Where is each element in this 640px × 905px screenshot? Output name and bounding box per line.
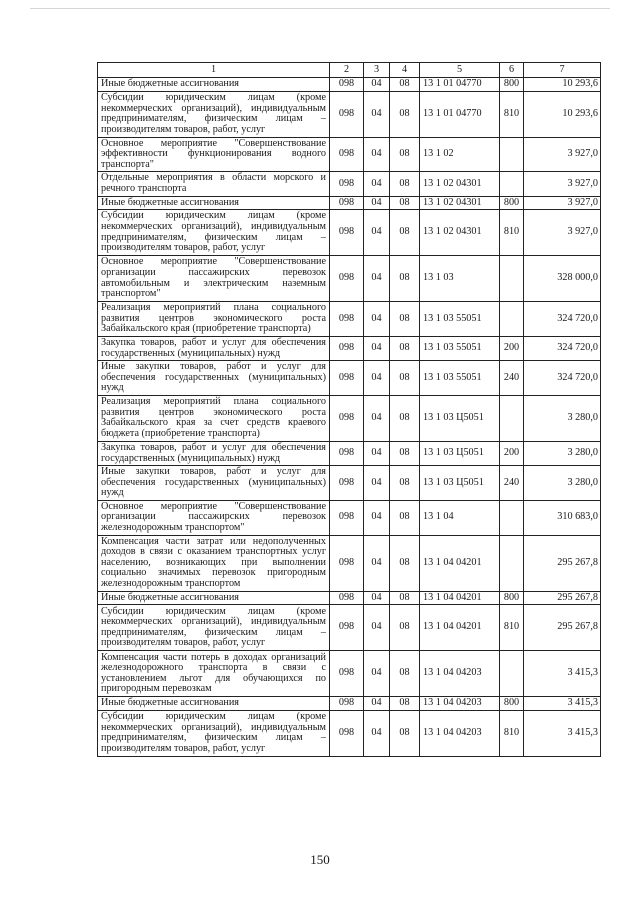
target-article-cell: 13 1 04 04203 xyxy=(420,697,500,711)
amount-cell: 3 927,0 xyxy=(524,196,601,210)
ministry-code-cell: 098 xyxy=(330,256,364,302)
expense-type-cell: 810 xyxy=(500,605,524,651)
subsection-code-cell: 08 xyxy=(390,441,420,465)
table-row xyxy=(98,172,601,196)
target-article-cell: 13 1 02 04301 xyxy=(420,210,500,256)
target-article-cell: 13 1 03 xyxy=(420,256,500,302)
subsection-code-cell: 08 xyxy=(390,591,420,605)
subsection-code-cell: 08 xyxy=(390,697,420,711)
ministry-code-cell: 098 xyxy=(330,466,364,501)
item-name-cell: Субсидии юридическим лицам (кроме некоммерческих организаций), индивидуальным предпринимателям, физическим лицам – производителям товаров, работ, услуг xyxy=(98,91,330,137)
table-row xyxy=(98,137,601,172)
subsection-code-cell: 08 xyxy=(390,605,420,651)
table-row xyxy=(98,196,601,210)
expense-type-cell xyxy=(500,395,524,441)
expense-type-cell: 240 xyxy=(500,361,524,396)
target-article-cell: 13 1 01 04770 xyxy=(420,91,500,137)
header-cell-5: 5 xyxy=(420,63,500,78)
subsection-code-cell: 08 xyxy=(390,78,420,92)
amount-cell: 3 280,0 xyxy=(524,395,601,441)
item-name-cell: Субсидии юридическим лицам (кроме некоммерческих организаций), индивидуальным предпринимателям, физическим лицам – производителям товаров, работ, услуг xyxy=(98,605,330,651)
table-row xyxy=(98,591,601,605)
ministry-code-cell: 098 xyxy=(330,441,364,465)
section-code-cell: 04 xyxy=(364,591,390,605)
ministry-code-cell: 098 xyxy=(330,172,364,196)
expense-type-cell xyxy=(500,651,524,697)
table-row xyxy=(98,466,601,501)
ministry-code-cell: 098 xyxy=(330,535,364,591)
amount-cell: 3 927,0 xyxy=(524,172,601,196)
table-row xyxy=(98,651,601,697)
ministry-code-cell: 098 xyxy=(330,361,364,396)
amount-cell: 310 683,0 xyxy=(524,500,601,535)
table-row xyxy=(98,710,601,756)
section-code-cell: 04 xyxy=(364,605,390,651)
subsection-code-cell: 08 xyxy=(390,395,420,441)
table-row xyxy=(98,91,601,137)
expense-type-cell: 810 xyxy=(500,91,524,137)
item-name-cell: Иные бюджетные ассигнования xyxy=(98,697,330,711)
subsection-code-cell: 08 xyxy=(390,91,420,137)
expense-type-cell xyxy=(500,137,524,172)
table-header-row xyxy=(98,63,601,78)
ministry-code-cell: 098 xyxy=(330,91,364,137)
item-name-cell: Субсидии юридическим лицам (кроме некоммерческих организаций), индивидуальным предпринимателям, физическим лицам – производителям товаров, работ, услуг xyxy=(98,710,330,756)
expense-type-cell: 240 xyxy=(500,466,524,501)
expense-type-cell: 800 xyxy=(500,196,524,210)
expense-type-cell xyxy=(500,302,524,337)
amount-cell: 3 415,3 xyxy=(524,697,601,711)
section-code-cell: 04 xyxy=(364,172,390,196)
budget-allocation-table xyxy=(97,62,601,757)
table-row xyxy=(98,697,601,711)
section-code-cell: 04 xyxy=(364,78,390,92)
ministry-code-cell: 098 xyxy=(330,336,364,360)
ministry-code-cell: 098 xyxy=(330,591,364,605)
section-code-cell: 04 xyxy=(364,500,390,535)
table-row xyxy=(98,336,601,360)
section-code-cell: 04 xyxy=(364,302,390,337)
expense-type-cell: 800 xyxy=(500,78,524,92)
section-code-cell: 04 xyxy=(364,210,390,256)
ministry-code-cell: 098 xyxy=(330,196,364,210)
amount-cell: 295 267,8 xyxy=(524,605,601,651)
target-article-cell: 13 1 02 04301 xyxy=(420,172,500,196)
expense-type-cell: 200 xyxy=(500,336,524,360)
subsection-code-cell: 08 xyxy=(390,500,420,535)
header-cell-3: 3 xyxy=(364,63,390,78)
table-row xyxy=(98,500,601,535)
table-row xyxy=(98,210,601,256)
target-article-cell: 13 1 01 04770 xyxy=(420,78,500,92)
table-row xyxy=(98,395,601,441)
ministry-code-cell: 098 xyxy=(330,137,364,172)
ministry-code-cell: 098 xyxy=(330,302,364,337)
item-name-cell: Иные закупки товаров, работ и услуг для обеспечения государственных (муниципальных) нужд xyxy=(98,466,330,501)
amount-cell: 3 280,0 xyxy=(524,441,601,465)
table-row xyxy=(98,78,601,92)
header-cell-4: 4 xyxy=(390,63,420,78)
expense-type-cell xyxy=(500,535,524,591)
subsection-code-cell: 08 xyxy=(390,256,420,302)
table-row xyxy=(98,361,601,396)
item-name-cell: Иные бюджетные ассигнования xyxy=(98,196,330,210)
expense-type-cell: 800 xyxy=(500,591,524,605)
subsection-code-cell: 08 xyxy=(390,535,420,591)
page-number: 150 xyxy=(310,852,330,867)
section-code-cell: 04 xyxy=(364,336,390,360)
subsection-code-cell: 08 xyxy=(390,651,420,697)
header-cell-2: 2 xyxy=(330,63,364,78)
item-name-cell: Реализация мероприятий плана социального развития центров экономического роста Забайкальского края (приобретение транспорта) xyxy=(98,302,330,337)
item-name-cell: Закупка товаров, работ и услуг для обеспечения государственных (муниципальных) нужд xyxy=(98,441,330,465)
target-article-cell: 13 1 04 04201 xyxy=(420,605,500,651)
ministry-code-cell: 098 xyxy=(330,395,364,441)
ministry-code-cell: 098 xyxy=(330,651,364,697)
section-code-cell: 04 xyxy=(364,137,390,172)
item-name-cell: Закупка товаров, работ и услуг для обеспечения государственных (муниципальных) нужд xyxy=(98,336,330,360)
target-article-cell: 13 1 03 Ц5051 xyxy=(420,441,500,465)
target-article-cell: 13 1 03 Ц5051 xyxy=(420,395,500,441)
ministry-code-cell: 098 xyxy=(330,697,364,711)
item-name-cell: Субсидии юридическим лицам (кроме некоммерческих организаций), индивидуальным предпринимателям, физическим лицам – производителям товаров, работ, услуг xyxy=(98,210,330,256)
item-name-cell: Отдельные мероприятия в области морского и речного транспорта xyxy=(98,172,330,196)
section-code-cell: 04 xyxy=(364,466,390,501)
expense-type-cell: 810 xyxy=(500,210,524,256)
item-name-cell: Основное мероприятие "Совершенствование организации пассажирских перевозок автомобильным и электрическим наземным транспортом" xyxy=(98,256,330,302)
subsection-code-cell: 08 xyxy=(390,172,420,196)
target-article-cell: 13 1 04 04203 xyxy=(420,710,500,756)
subsection-code-cell: 08 xyxy=(390,336,420,360)
section-code-cell: 04 xyxy=(364,697,390,711)
item-name-cell: Иные бюджетные ассигнования xyxy=(98,591,330,605)
item-name-cell: Компенсация части затрат или недополученных доходов в связи с оказанием транспортных услуг населению, возникающих при выполнении социально значимых перевозок пригородным железнодорожным транспортом xyxy=(98,535,330,591)
target-article-cell: 13 1 04 04201 xyxy=(420,591,500,605)
table-row xyxy=(98,605,601,651)
amount-cell: 295 267,8 xyxy=(524,591,601,605)
header-cell-7: 7 xyxy=(524,63,601,78)
target-article-cell: 13 1 03 55051 xyxy=(420,361,500,396)
ministry-code-cell: 098 xyxy=(330,500,364,535)
amount-cell: 3 927,0 xyxy=(524,210,601,256)
expense-type-cell xyxy=(500,500,524,535)
item-name-cell: Основное мероприятие "Совершенствование эффективности функционирования водного транспорта" xyxy=(98,137,330,172)
table-row xyxy=(98,256,601,302)
section-code-cell: 04 xyxy=(364,441,390,465)
expense-type-cell: 800 xyxy=(500,697,524,711)
expense-type-cell: 200 xyxy=(500,441,524,465)
ministry-code-cell: 098 xyxy=(330,710,364,756)
section-code-cell: 04 xyxy=(364,196,390,210)
subsection-code-cell: 08 xyxy=(390,466,420,501)
amount-cell: 10 293,6 xyxy=(524,78,601,92)
target-article-cell: 13 1 02 xyxy=(420,137,500,172)
amount-cell: 295 267,8 xyxy=(524,535,601,591)
section-code-cell: 04 xyxy=(364,710,390,756)
header-cell-6: 6 xyxy=(500,63,524,78)
amount-cell: 324 720,0 xyxy=(524,336,601,360)
ministry-code-cell: 098 xyxy=(330,78,364,92)
section-code-cell: 04 xyxy=(364,535,390,591)
amount-cell: 3 415,3 xyxy=(524,710,601,756)
subsection-code-cell: 08 xyxy=(390,361,420,396)
amount-cell: 328 000,0 xyxy=(524,256,601,302)
page-top-border xyxy=(30,8,610,9)
item-name-cell: Основное мероприятие "Совершенствование организации пассажирских перевозок железнодорожным транспортом" xyxy=(98,500,330,535)
subsection-code-cell: 08 xyxy=(390,210,420,256)
subsection-code-cell: 08 xyxy=(390,196,420,210)
amount-cell: 10 293,6 xyxy=(524,91,601,137)
amount-cell: 324 720,0 xyxy=(524,302,601,337)
section-code-cell: 04 xyxy=(364,651,390,697)
header-cell-1: 1 xyxy=(98,63,330,78)
target-article-cell: 13 1 03 55051 xyxy=(420,302,500,337)
target-article-cell: 13 1 03 Ц5051 xyxy=(420,466,500,501)
subsection-code-cell: 08 xyxy=(390,710,420,756)
target-article-cell: 13 1 03 55051 xyxy=(420,336,500,360)
item-name-cell: Иные закупки товаров, работ и услуг для обеспечения государственных (муниципальных) нужд xyxy=(98,361,330,396)
section-code-cell: 04 xyxy=(364,91,390,137)
amount-cell: 3 280,0 xyxy=(524,466,601,501)
expense-type-cell xyxy=(500,172,524,196)
amount-cell: 324 720,0 xyxy=(524,361,601,396)
ministry-code-cell: 098 xyxy=(330,210,364,256)
item-name-cell: Компенсация части потерь в доходах организаций железнодорожного транспорта в связи с установлением льгот для обучающихся по пригородным перевозкам xyxy=(98,651,330,697)
item-name-cell: Реализация мероприятий плана социального развития центров экономического роста Забайкальского края за счет средств краевого бюджета (приобретение транспорта) xyxy=(98,395,330,441)
expense-type-cell xyxy=(500,256,524,302)
ministry-code-cell: 098 xyxy=(330,605,364,651)
table-row xyxy=(98,441,601,465)
table-row xyxy=(98,535,601,591)
subsection-code-cell: 08 xyxy=(390,137,420,172)
section-code-cell: 04 xyxy=(364,361,390,396)
amount-cell: 3 415,3 xyxy=(524,651,601,697)
section-code-cell: 04 xyxy=(364,395,390,441)
section-code-cell: 04 xyxy=(364,256,390,302)
target-article-cell: 13 1 04 04201 xyxy=(420,535,500,591)
target-article-cell: 13 1 02 04301 xyxy=(420,196,500,210)
subsection-code-cell: 08 xyxy=(390,302,420,337)
amount-cell: 3 927,0 xyxy=(524,137,601,172)
target-article-cell: 13 1 04 04203 xyxy=(420,651,500,697)
expense-type-cell: 810 xyxy=(500,710,524,756)
table-row xyxy=(98,302,601,337)
target-article-cell: 13 1 04 xyxy=(420,500,500,535)
item-name-cell: Иные бюджетные ассигнования xyxy=(98,78,330,92)
